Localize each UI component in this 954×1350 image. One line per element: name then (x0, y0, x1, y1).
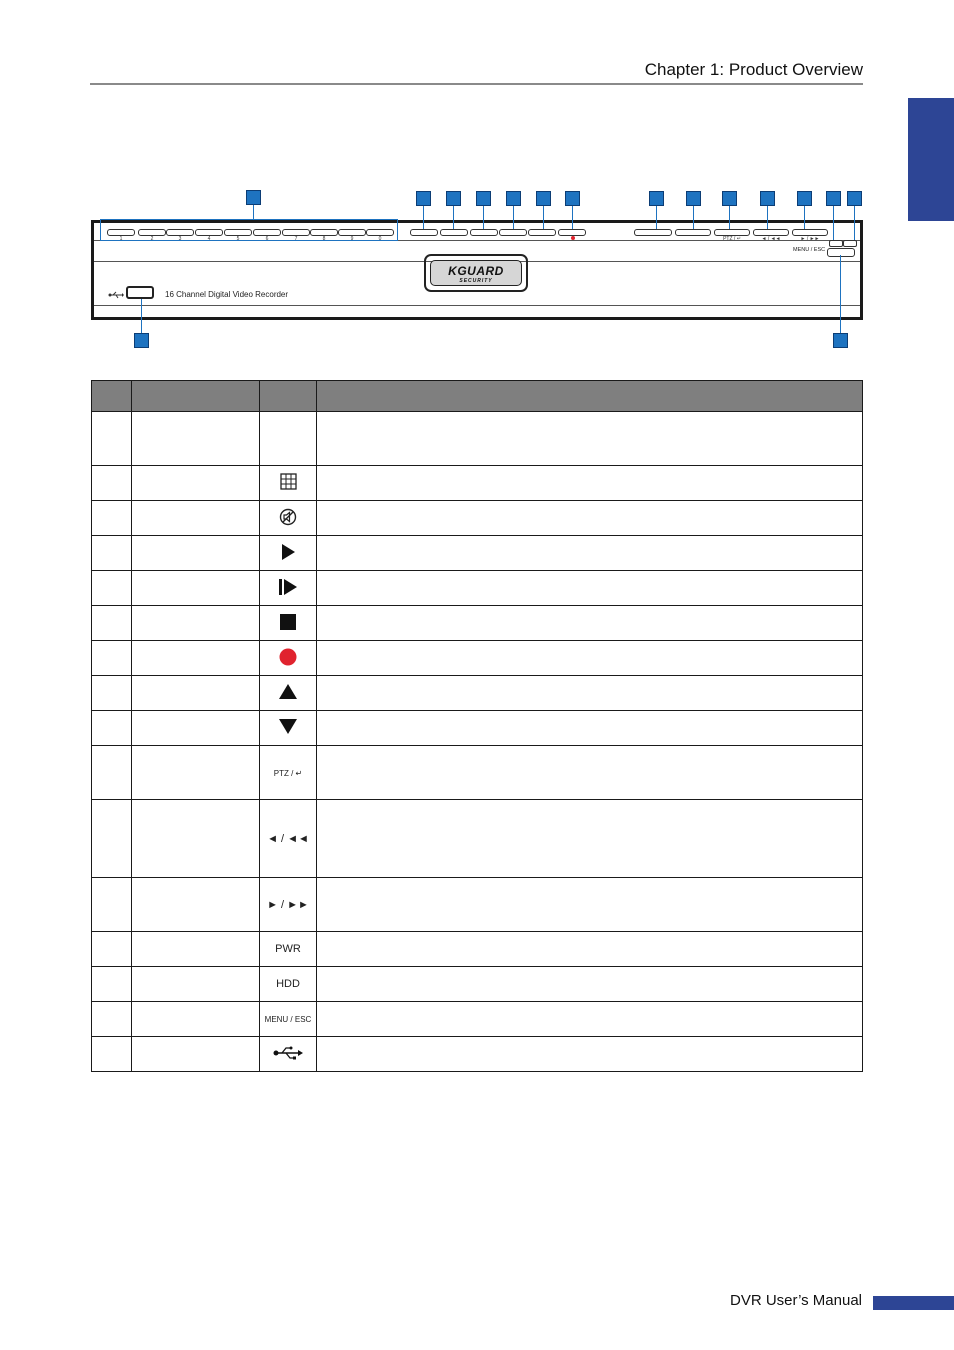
symbol-cell (260, 1002, 317, 1037)
leader-line (840, 255, 841, 333)
symbol-cell (260, 746, 317, 800)
forward-label: ► / ►► (800, 236, 820, 242)
table-row (92, 878, 863, 932)
panel-button-step (499, 229, 527, 236)
table-row (92, 932, 863, 967)
panel-button-down (675, 229, 711, 236)
play-icon (281, 544, 295, 563)
symbol-cell (260, 466, 317, 501)
leader-line (513, 206, 514, 229)
hdd-symbol: HDD (276, 978, 300, 990)
panel-button-ptz (714, 229, 750, 236)
callout-marker (649, 191, 664, 206)
leader-line (141, 299, 142, 333)
callout-marker (760, 191, 775, 206)
symbol-cell (260, 536, 317, 571)
menu-esc-symbol: MENU / ESC (264, 1015, 312, 1024)
record-icon (279, 648, 297, 669)
leader-line (656, 206, 657, 229)
symbol-cell (260, 501, 317, 536)
table-row (92, 1002, 863, 1037)
table-row (92, 967, 863, 1002)
up-arrow-icon (279, 684, 297, 702)
table-header-cell (317, 381, 863, 412)
panel-button-display (410, 229, 438, 236)
panel-button-record (558, 229, 586, 236)
panel-button-forward (792, 229, 828, 236)
number-label: 2 (150, 236, 154, 242)
table-row (92, 800, 863, 878)
number-label: 3 (178, 236, 182, 242)
record-dot-icon (571, 236, 575, 240)
table-row (92, 536, 863, 571)
symbol-cell (260, 606, 317, 641)
callout-marker (246, 190, 261, 205)
leader-line (693, 206, 694, 229)
symbol-cell (260, 800, 317, 878)
rewind-label: ◄ / ◄◄ (761, 236, 781, 242)
callout-marker (134, 333, 149, 348)
table-row (92, 606, 863, 641)
menu-esc-text: MENU / ESC (793, 247, 826, 253)
logo-sub: SECURITY (459, 278, 493, 284)
table-row (92, 746, 863, 800)
logo-plate (430, 260, 522, 286)
down-arrow-icon (279, 719, 297, 737)
panel-button-play (470, 229, 498, 236)
pwr-led (829, 240, 843, 247)
chapter-title: Chapter 1: Product Overview (644, 60, 863, 79)
leader-line (729, 206, 730, 229)
number-label: 8 (322, 236, 326, 242)
panel-model-text: 16 Channel Digital Video Recorder (165, 290, 289, 299)
usb-port (126, 286, 154, 299)
table-row (92, 501, 863, 536)
callout-marker (446, 191, 461, 206)
panel-button-menu (827, 248, 855, 257)
footer-page-bar (873, 1296, 954, 1310)
stop-icon (280, 614, 296, 633)
ptz-enter-icon: PTZ / ↵ (273, 768, 303, 778)
ptz-label: PTZ / ↵ (723, 236, 741, 242)
symbol-cell (260, 967, 317, 1002)
number-label: 4 (207, 236, 211, 242)
kguard-logo (424, 254, 528, 292)
table-header-row (92, 381, 863, 412)
leader-line (543, 206, 544, 229)
symbol-cell (260, 571, 317, 606)
callout-marker (833, 333, 848, 348)
symbol-cell (260, 1037, 317, 1072)
grid-icon (280, 473, 297, 493)
table-header-cell (132, 381, 260, 412)
symbol-cell (260, 932, 317, 967)
callout-marker (416, 191, 431, 206)
panel-button-up (634, 229, 672, 236)
panel-table (91, 380, 863, 1072)
pwr-symbol: PWR (275, 943, 301, 955)
number-label: 7 (294, 236, 298, 242)
leader-line (767, 206, 768, 229)
panel-button-mute (440, 229, 468, 236)
header-rule (90, 83, 863, 85)
table-header-cell (260, 381, 317, 412)
rewind-icon: ◄ / ◄◄ (267, 832, 309, 845)
leader-line (833, 206, 834, 240)
fast-forward-icon: ► / ►► (267, 898, 309, 911)
symbol-cell (260, 711, 317, 746)
number-label: 9 (350, 236, 354, 242)
leader-line (804, 206, 805, 229)
table-row (92, 466, 863, 501)
leader-line (253, 205, 254, 220)
usb-icon (108, 287, 124, 305)
callout-marker (797, 191, 812, 206)
language-tab (908, 98, 954, 221)
table-row (92, 641, 863, 676)
logo-word: KGUARD (448, 264, 504, 278)
callout-marker (536, 191, 551, 206)
leader-line (572, 206, 573, 229)
table-row (92, 1037, 863, 1072)
hdd-led (843, 240, 857, 247)
callout-marker (847, 191, 862, 206)
usb-icon (273, 1046, 303, 1063)
mute-icon (279, 508, 297, 529)
callout-marker (506, 191, 521, 206)
number-label: 1 (119, 236, 123, 242)
symbol-cell (260, 676, 317, 711)
leader-line (423, 206, 424, 229)
footer-manual-title: DVR User’s Manual (730, 1292, 862, 1309)
panel-button-stop (528, 229, 556, 236)
callout-marker (476, 191, 491, 206)
step-play-icon (279, 579, 297, 598)
table-header-cell (92, 381, 132, 412)
table-row (92, 571, 863, 606)
callout-marker (826, 191, 841, 206)
number-label: 0 (378, 236, 382, 242)
callout-marker (565, 191, 580, 206)
panel-button-rewind (753, 229, 789, 236)
number-label: 6 (265, 236, 269, 242)
symbol-cell (260, 412, 317, 466)
panel-divider-bottom (94, 305, 860, 306)
table-row (92, 711, 863, 746)
table-row (92, 412, 863, 466)
callout-marker (686, 191, 701, 206)
number-label: 5 (236, 236, 240, 242)
table-row (92, 676, 863, 711)
leader-line (483, 206, 484, 229)
number-buttons-highlight (100, 219, 398, 241)
callout-marker (722, 191, 737, 206)
symbol-cell (260, 641, 317, 676)
leader-line (453, 206, 454, 229)
symbol-cell (260, 878, 317, 932)
leader-line (854, 206, 855, 240)
